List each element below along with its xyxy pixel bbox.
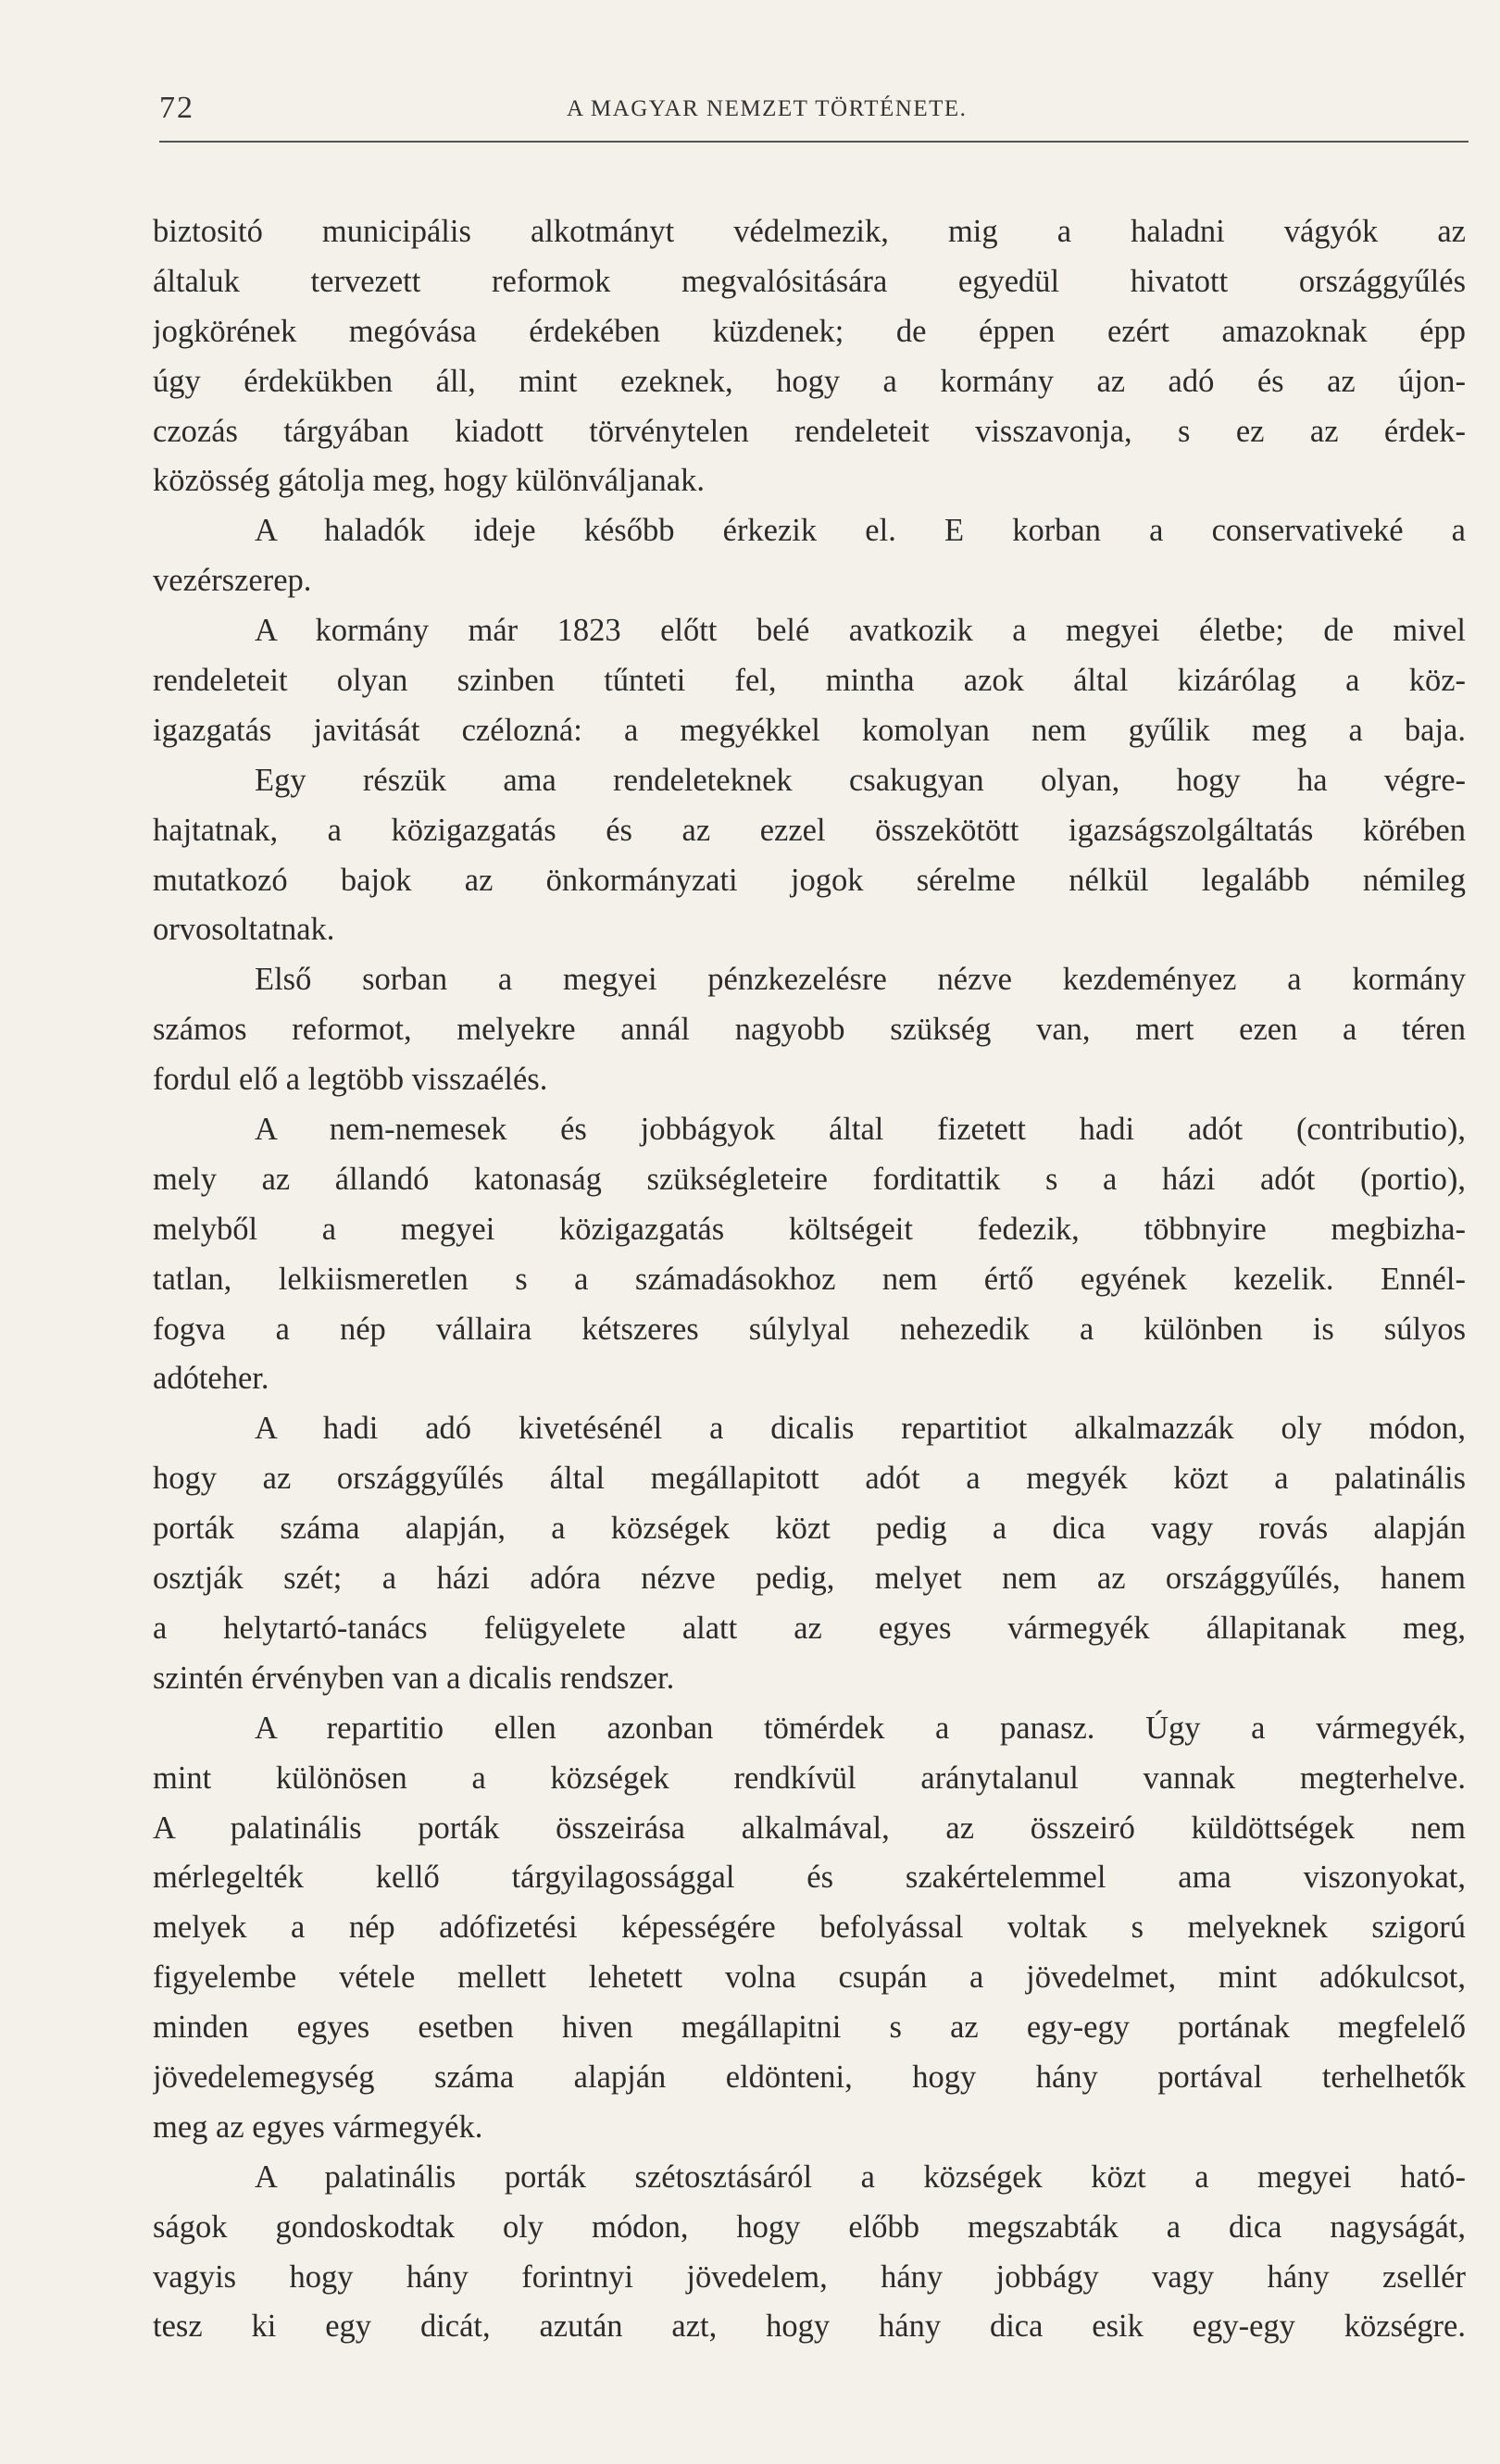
text-line: tesz ki egy dicát, azután azt, hogy hány dica esik egy-egy községre. <box>153 2308 1466 2345</box>
body-text <box>153 207 1466 2352</box>
running-title: A MAGYAR NEMZET TÖRTÉNETE. <box>567 96 968 121</box>
text-line: jogkörének megóvása érdekében küzdenek; de éppen ezért amazoknak épp <box>153 313 1466 349</box>
text-line: hogy az országgyűlés által megállapitott adót a megyék közt a palatinális <box>153 1461 1466 1497</box>
text-line: A hadi adó kivetésénél a dicalis repartitiot alkalmazzák oly módon, <box>255 1411 1466 1447</box>
text-line: A haladók ideje később érkezik el. E korban a conservativeké a <box>255 513 1466 549</box>
text-line: Első sorban a megyei pénzkezelésre nézve kezdeményez a kormány <box>255 962 1466 998</box>
text-line: mint különösen a községek rendkívül aránytalanul vannak megterhelve. <box>153 1760 1466 1796</box>
header-rule <box>159 141 1469 143</box>
text-line: meg az egyes vármegyék. <box>153 2109 483 2145</box>
text-line: A palatinális porták összeirása alkalmával, az összeiró küldöttségek nem <box>153 1810 1466 1846</box>
text-line: mutatkozó bajok az önkormányzati jogok sérelme nélkül legalább némileg <box>153 862 1466 898</box>
text-line: Egy részük ama rendeleteknek csakugyan olyan, hogy ha végre- <box>255 762 1466 798</box>
text-line: vagyis hogy hány forintnyi jövedelem, hány jobbágy vagy hány zsellér <box>153 2259 1466 2295</box>
text-line: jövedelemegység száma alapján eldönteni, hogy hány portával terhelhetők <box>153 2059 1466 2095</box>
text-line: A repartitio ellen azonban tömérdek a panasz. Úgy a vármegyék, <box>255 1710 1466 1746</box>
text-line: biztositó municipális alkotmányt védelmezik, mig a haladni vágyók az <box>153 214 1466 249</box>
text-line: szintén érvényben van a dicalis rendszer. <box>153 1660 675 1696</box>
text-line: igazgatás javitását czélozná: a megyékkel komolyan nem gyűlik meg a baja. <box>153 712 1466 748</box>
text-line: fogva a nép vállaira kétszeres súlylyal nehezedik a különben is súlyos <box>153 1311 1466 1347</box>
text-line: úgy érdekükben áll, mint ezeknek, hogy a kormány az adó és az újon- <box>153 363 1466 399</box>
text-line: mérlegelték kellő tárgyilagossággal és szakértelemmel ama viszonyokat, <box>153 1860 1466 1896</box>
text-line: fordul elő a legtöbb visszaélés. <box>153 1062 548 1098</box>
page-header <box>159 91 1465 137</box>
text-line: tatlan, lelkiismeretlen s a számadásokhoz nem értő egyének kezelik. Ennél- <box>153 1261 1466 1297</box>
text-line: a helytartó-tanács felügyelete alatt az egyes vármegyék állapitanak meg, <box>153 1610 1466 1646</box>
text-line: minden egyes esetben hiven megállapitni s az egy-egy portának megfelelő <box>153 2010 1466 2046</box>
text-line: osztják szét; a házi adóra nézve pedig, melyet nem az országgyűlés, hanem <box>153 1561 1466 1597</box>
text-line: A palatinális porták szétosztásáról a községek közt a megyei ható- <box>255 2159 1466 2195</box>
text-line: mely az állandó katonaság szükségleteire forditattik s a házi adót (portio), <box>153 1161 1466 1197</box>
text-line: általuk tervezett reformok megvalósitására egyedül hivatott országgyűlés <box>153 263 1466 299</box>
text-line: közösség gátolja meg, hogy különváljanak. <box>153 463 705 499</box>
text-line: A kormány már 1823 előtt belé avatkozik a megyei életbe; de mivel <box>255 613 1466 649</box>
page-number: 72 <box>159 91 194 125</box>
text-line: czozás tárgyában kiadott törvénytelen rendeleteit visszavonja, s ez az érdek- <box>153 413 1466 449</box>
text-line: számos reformot, melyekre annál nagyobb szükség van, mert ezen a téren <box>153 1012 1466 1048</box>
text-line: hajtatnak, a közigazgatás és az ezzel összekötött igazságszolgáltatás körében <box>153 812 1466 848</box>
text-line: melyek a nép adófizetési képességére befolyással voltak s melyeknek szigorú <box>153 1910 1466 1946</box>
text-line: vezérszerep. <box>153 563 312 599</box>
text-line: melyből a megyei közigazgatás költségeit fedezik, többnyire megbizha- <box>153 1211 1466 1247</box>
text-line: porták száma alapján, a községek közt pedig a dica vagy rovás alapján <box>153 1511 1466 1547</box>
text-line: A nem-nemesek és jobbágyok által fizetett hadi adót (contributio), <box>255 1112 1466 1148</box>
text-line: figyelembe vétele mellett lehetett volna csupán a jövedelmet, mint adókulcsot, <box>153 1960 1466 1996</box>
text-line: orvosoltatnak. <box>153 912 335 948</box>
text-line: rendeleteit olyan szinben tűnteti fel, mintha azok által kizárólag a köz- <box>153 663 1466 699</box>
text-line: adóteher. <box>153 1361 269 1397</box>
text-line: ságok gondoskodtak oly módon, hogy előbb megszabták a dica nagyságát, <box>153 2209 1466 2245</box>
